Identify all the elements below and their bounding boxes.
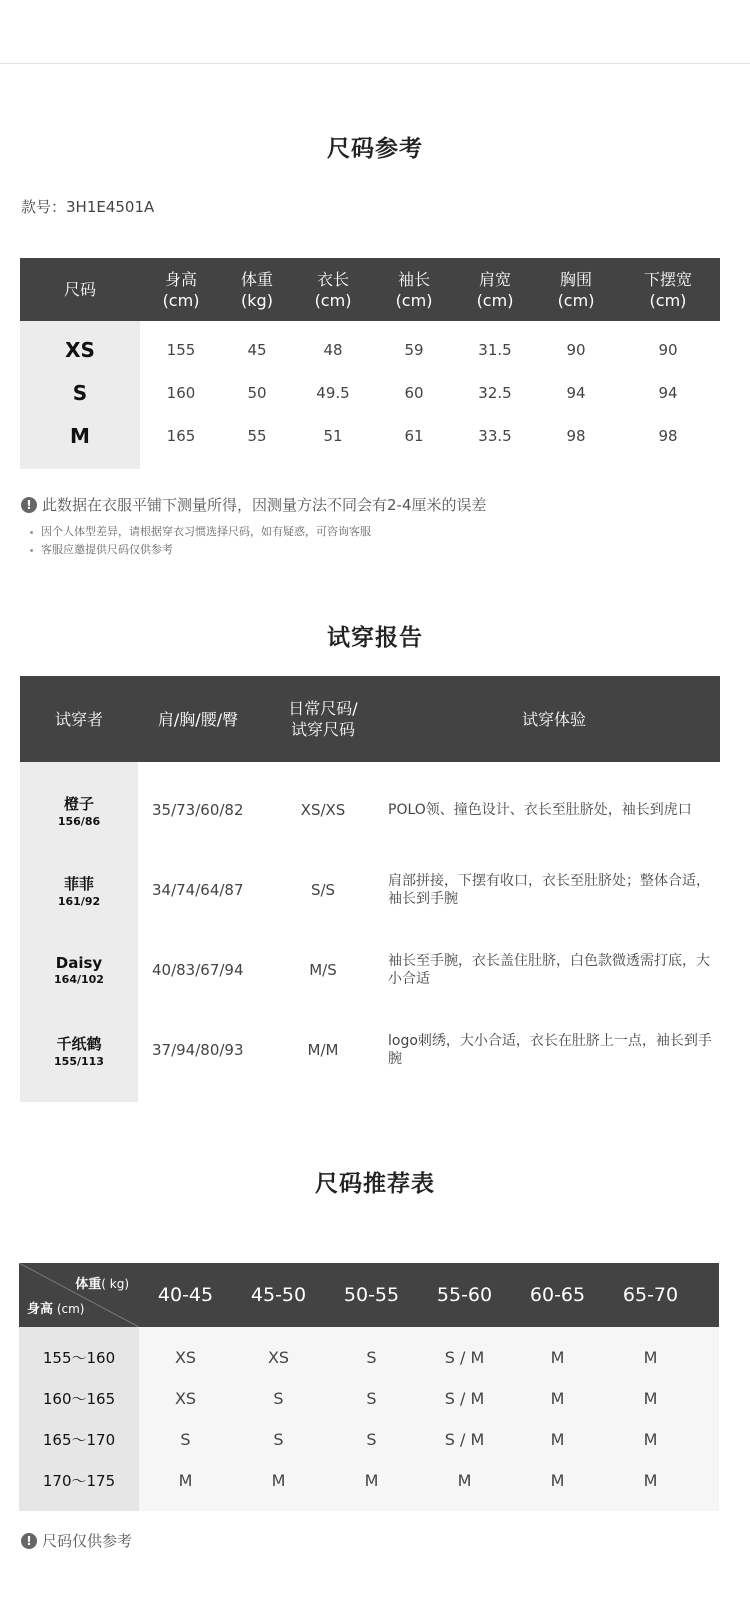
table-row <box>139 1419 719 1460</box>
cell-shoulder: 32.5 <box>478 383 512 402</box>
weight-range: 45-50 <box>250 1284 307 1306</box>
cell-shoulder: 31.5 <box>478 340 512 359</box>
measurement-note-text: 此数据在衣服平铺下测量所得，因测量方法不同会有2-4厘米的误差 <box>42 496 487 514</box>
table-row <box>138 770 720 850</box>
recommended-size: XS <box>174 1389 197 1408</box>
top-divider <box>0 63 750 64</box>
recommended-size: S <box>273 1430 284 1449</box>
recommended-size: S <box>366 1348 377 1367</box>
size-reference-table <box>20 258 720 469</box>
recommendation-title: 尺码推荐表 <box>315 1171 435 1197</box>
table-row <box>140 414 720 457</box>
cell-sleeve: 59 <box>404 340 424 359</box>
height-range: 155～160 <box>42 1349 116 1367</box>
recommended-size: S <box>366 1389 377 1408</box>
recommended-size: S <box>180 1430 191 1449</box>
size-label: S <box>72 380 88 405</box>
recommended-size: S <box>366 1430 377 1449</box>
bullet-icon <box>30 531 33 534</box>
cell-size: M/S <box>309 961 337 979</box>
cell-hem: 90 <box>658 340 678 359</box>
recommended-size: XS <box>267 1348 290 1367</box>
cell-sleeve: 61 <box>404 426 424 445</box>
header-experience: 试穿体验 <box>521 709 586 729</box>
cell-weight: 50 <box>247 383 267 402</box>
cell-sleeve: 60 <box>404 383 424 402</box>
header-chest: 胸围 (cm) <box>557 269 595 310</box>
recommended-size: S <box>273 1389 284 1408</box>
cell-measurements: 40/83/67/94 <box>152 961 244 979</box>
table-row <box>138 930 720 1010</box>
cell-hem: 94 <box>658 383 678 402</box>
cell-size: XS/XS <box>300 801 346 819</box>
measurement-note <box>21 494 487 515</box>
cell-experience: POLO领、撞色设计、衣长至肚脐处，袖长到虎口 <box>388 802 692 818</box>
table-row <box>139 1337 719 1378</box>
cell-height: 160 <box>166 383 196 402</box>
cell-measurements: 35/73/60/82 <box>152 801 244 819</box>
table-row <box>139 1460 719 1501</box>
cell-size: S/S <box>310 881 336 899</box>
height-range: 170～175 <box>42 1472 116 1490</box>
cell-length: 49.5 <box>316 383 350 402</box>
weight-range: 40-45 <box>157 1284 214 1306</box>
corner-weight-label: 体重( kg) <box>75 1277 129 1292</box>
table-row <box>140 371 720 414</box>
cell-experience: logo刺绣，大小合适，衣长在肚脐上一点，袖长到手腕 <box>388 1033 712 1067</box>
header-length: 衣长 (cm) <box>314 269 352 310</box>
recommended-size: S / M <box>444 1348 485 1367</box>
weight-range: 65-70 <box>622 1284 679 1306</box>
reference-only-note <box>21 1530 132 1551</box>
cell-shoulder: 33.5 <box>478 426 512 445</box>
recommended-size: M <box>643 1389 658 1408</box>
tester-name: 千纸鹤 155/113 <box>54 1034 104 1068</box>
recommended-size: M <box>643 1471 658 1490</box>
recommended-size: XS <box>174 1348 197 1367</box>
tester-column <box>20 762 138 1102</box>
recommended-size: S / M <box>444 1430 485 1449</box>
corner-height-label: 身高 (cm) <box>27 1302 85 1317</box>
exclamation-icon: ! <box>21 1533 37 1549</box>
cell-height: 165 <box>166 426 196 445</box>
weight-range: 50-55 <box>343 1284 400 1306</box>
try-on-title: 试穿报告 <box>327 625 423 651</box>
recommended-size: M <box>643 1430 658 1449</box>
tester-name: Daisy 164/102 <box>54 954 104 986</box>
recommended-size: M <box>550 1389 565 1408</box>
cell-size: M/M <box>307 1041 339 1059</box>
cell-measurements: 34/74/64/87 <box>152 881 244 899</box>
height-range: 165～170 <box>42 1431 116 1449</box>
recommendation-header <box>19 1263 719 1327</box>
size-label: XS <box>65 337 95 362</box>
header-hem: 下摆宽 (cm) <box>643 269 692 310</box>
cell-chest: 98 <box>566 426 586 445</box>
cell-length: 48 <box>323 340 343 359</box>
recommended-size: M <box>178 1471 193 1490</box>
header-measurements: 肩/胸/腰/臀 <box>157 709 239 729</box>
header-height: 身高 (cm) <box>162 269 200 310</box>
recommended-size: M <box>364 1471 379 1490</box>
recommended-size: M <box>643 1348 658 1367</box>
cell-experience: 袖长至手腕，衣长盖住肚脐，白色款微透需打底，大小合适 <box>388 953 710 987</box>
size-table-header <box>20 258 720 321</box>
size-column <box>20 321 140 469</box>
note-body-type: 因个人体型差异，请根据穿衣习惯选择尺码，如有疑惑，可咨询客服 <box>30 523 371 539</box>
size-reference-title: 尺码参考 <box>327 136 423 162</box>
recommended-size: M <box>550 1348 565 1367</box>
size-label: M <box>70 423 90 448</box>
recommended-size: M <box>457 1471 472 1490</box>
cell-measurements: 37/94/80/93 <box>152 1041 244 1059</box>
cell-length: 51 <box>323 426 343 445</box>
cell-chest: 90 <box>566 340 586 359</box>
header-tester: 试穿者 <box>54 709 103 729</box>
cell-height: 155 <box>166 340 196 359</box>
weight-range: 55-60 <box>436 1284 493 1306</box>
cell-weight: 55 <box>247 426 267 445</box>
table-row <box>139 1378 719 1419</box>
cell-hem: 98 <box>658 426 678 445</box>
weight-range: 60-65 <box>529 1284 586 1306</box>
header-corner <box>19 1263 139 1327</box>
cell-experience: 肩部拼接，下摆有收口，衣长至肚脐处；整体合适，袖长到手腕 <box>388 873 710 907</box>
style-number: 款号：3H1E4501A <box>21 198 155 216</box>
recommended-size: M <box>271 1471 286 1490</box>
recommended-size: M <box>550 1471 565 1490</box>
table-row <box>140 328 720 371</box>
header-shoulder: 肩宽 (cm) <box>476 269 514 310</box>
recommended-size: M <box>550 1430 565 1449</box>
header-sleeve: 袖长 (cm) <box>395 269 433 310</box>
try-on-table <box>20 676 720 1102</box>
header-size: 尺码 <box>63 280 96 299</box>
recommended-size: S / M <box>444 1389 485 1408</box>
tester-name: 橙子 156/86 <box>57 794 101 828</box>
exclamation-icon: ! <box>21 497 37 513</box>
table-row <box>138 850 720 930</box>
try-on-header <box>20 676 720 762</box>
cell-chest: 94 <box>566 383 586 402</box>
header-size: 日常尺码/ 试穿尺码 <box>288 699 358 739</box>
reference-only-text: 尺码仅供参考 <box>42 1532 133 1550</box>
height-column <box>19 1327 139 1511</box>
tester-name: 菲菲 161/92 <box>57 874 101 908</box>
header-weight: 体重 (kg) <box>240 269 273 310</box>
note-service: 客服应邀提供尺码仅供参考 <box>30 541 173 557</box>
bullet-icon <box>30 549 33 552</box>
height-range: 160～165 <box>42 1390 116 1408</box>
size-recommendation-table <box>19 1263 719 1511</box>
table-row <box>138 1010 720 1090</box>
cell-weight: 45 <box>247 340 267 359</box>
